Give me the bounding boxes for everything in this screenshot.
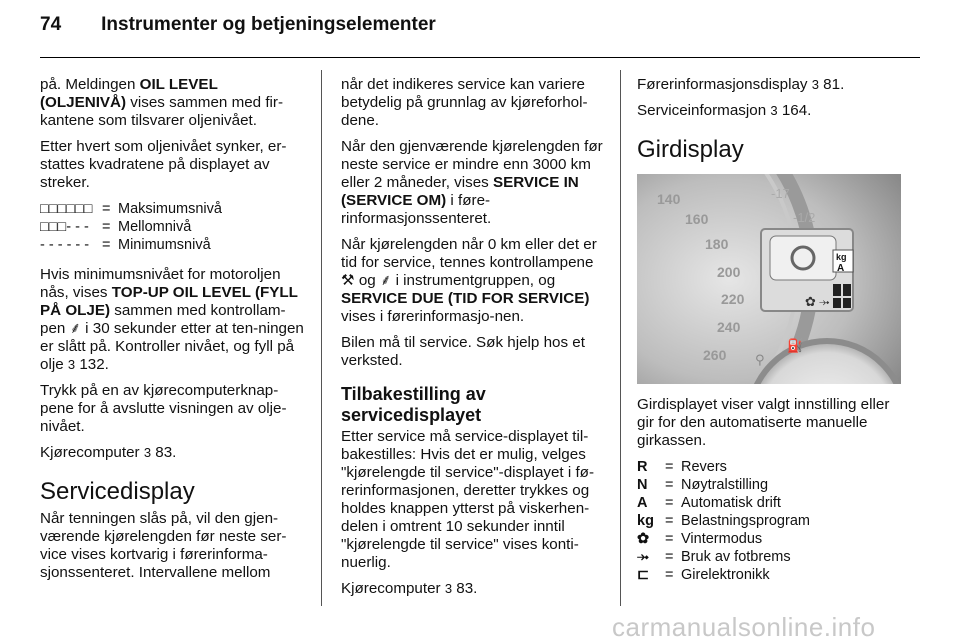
level-symbol: □□□- - - xyxy=(40,219,89,235)
winter-mode-icon: ✿ xyxy=(805,295,816,310)
table-row: A = Automatisk drift xyxy=(637,495,781,511)
svg-text:A: A xyxy=(837,263,845,274)
tick-label: 240 xyxy=(717,319,741,335)
section-heading-gear: Girdisplay xyxy=(637,136,744,163)
oil-can-icon: ⸙ xyxy=(69,320,81,337)
tick-label: -1/2 xyxy=(793,210,816,225)
workshop-paragraph: Bilen må til service. Søk hjelp hos et verksted. xyxy=(341,334,585,369)
tick-label: 200 xyxy=(717,264,741,280)
column-2 xyxy=(341,76,607,606)
gear-key: N xyxy=(637,477,648,493)
gear-key: kg xyxy=(637,513,654,529)
section-heading-service: Servicedisplay xyxy=(40,478,195,505)
table-row: ⤞ = Bruk av fotbrems xyxy=(637,549,791,565)
watermark: carmanualsonline.info xyxy=(612,612,876,642)
level-symbol: □□□□□□ xyxy=(40,201,93,217)
column-3 xyxy=(637,76,907,596)
foot-brake-icon: ⤞ xyxy=(819,295,830,310)
gear-table xyxy=(637,458,810,584)
xref-arrow-icon: 3 xyxy=(67,357,76,372)
tick-label: 180 xyxy=(705,236,729,252)
tick-label: -17 xyxy=(771,186,790,201)
gear-display-paragraph: Girdisplayet viser valgt innstilling eller gir for den automatiserte manuelle girkassen. xyxy=(637,396,890,449)
xref-arrow-icon: 3 xyxy=(770,103,778,118)
service-in-paragraph: Når den gjenværende kjørelengden før neste service er mindre enn 3000 km eller 2 måneder, vises SERVICE IN (SERVICE OM) i føre-rinformasjonssenteret. xyxy=(341,138,603,227)
tick-label: 140 xyxy=(657,191,681,207)
foot-brake-icon: ⤞ xyxy=(637,549,649,565)
service-intro-paragraph: Når tenningen slås på, vil den gjen-værende kjørelengden før neste ser-vice vises kortvarig i førerinforma-sjonssenteret. Intervallene mellom xyxy=(40,510,287,581)
oil-level-term: OIL LEVEL (OLJENIVÅ) xyxy=(40,76,218,111)
table-row: - - - - - - = Minimumsnivå xyxy=(40,237,211,253)
oil-can-icon: ⸙ xyxy=(379,272,392,289)
column-divider-2 xyxy=(620,70,621,606)
table-row: kg = Belastningsprogram xyxy=(637,513,810,529)
exit-oil-paragraph: Trykk på en av kjørecomputerknap-pene for å avslutte visningen av olje-nivået. xyxy=(40,382,287,435)
fuel-icon: ⛽ xyxy=(787,339,804,354)
service-interval-paragraph: når det indikeres service kan variere betydelig på grunnlag av kjøreforhol-dene. xyxy=(341,76,588,129)
trip-computer-ref[interactable]: Kjørecomputer 3 83. xyxy=(341,580,478,597)
table-row: ✿ = Vintermodus xyxy=(637,531,763,547)
table-row: ⊏ = Girelektronikk xyxy=(637,567,770,583)
tick-label: 160 xyxy=(685,211,709,227)
svg-text:kg: kg xyxy=(836,252,847,262)
table-row: □□□□□□ = Maksimumsnivå xyxy=(40,201,222,217)
reset-paragraph: Etter service må service-displayet til-bakestilles: Hvis det er mulig, velges "kjørelengde til service"-displayet i fø-rerinformasjonen, deretter trykkes og holdes knappen ytterst på viskerhen-delen i omtrent 10 sekunder inntil "kjørelengde til service" vises konti-nuerlig. xyxy=(341,428,595,571)
table-row: R = Revers xyxy=(637,459,727,475)
trip-computer-ref[interactable]: Kjørecomputer 3 83. xyxy=(40,444,177,461)
xref-arrow-icon: 3 xyxy=(811,77,819,92)
xref-arrow-icon: 3 xyxy=(444,581,453,596)
section-heading-reset: Tilbakestilling av servicedisplayet xyxy=(341,384,486,425)
column-1 xyxy=(40,76,305,590)
gear-key: R xyxy=(637,459,648,475)
gear-display-photo xyxy=(637,174,901,384)
gear-electronics-icon: ⊏ xyxy=(637,567,650,583)
oil-level-paragraph: på. Meldingen OIL LEVEL (OLJENIVÅ) vises sammen med fir-kantene som tilsvarer oljenivået. xyxy=(40,76,284,129)
tick-label: 220 xyxy=(721,291,745,307)
service-due-paragraph: Når kjørelengden når 0 km eller det er tid for service, tennes kontrollampene ⚒ og ⸙ i instrumentgruppen, og SERVICE DUE (TID FOR SERVICE) vises i førerinformasjo-nen. xyxy=(341,236,597,325)
page-number: 74 xyxy=(40,14,62,35)
driver-info-ref[interactable]: Førerinformasjonsdisplay 3 81. xyxy=(637,76,845,93)
xref-arrow-icon: 3 xyxy=(143,445,152,460)
gear-key: A xyxy=(637,495,648,511)
wrench-icon: ⚒ xyxy=(341,272,355,289)
page-header xyxy=(40,14,436,36)
coolant-icon: ⚲ xyxy=(755,353,765,368)
tick-label: 260 xyxy=(703,347,727,363)
chapter-title: Instrumenter og betjeningselementer xyxy=(101,14,436,35)
table-row: □□□- - - = Mellomnivå xyxy=(40,219,192,235)
table-row: N = Nøytralstilling xyxy=(637,477,769,493)
oil-decrease-paragraph: Etter hvert som oljenivået synker, er-stattes kvadratene på displayet av streker. xyxy=(40,138,287,191)
min-level-paragraph: Hvis minimumsnivået for motoroljen nås, vises TOP-UP OIL LEVEL (FYLL PÅ OLJE) sammen med kontrollam-pen ⸙ i 30 sekunder etter at ten-ningen er slått på. Kontroller nivået, og fyll på olje 3 132. xyxy=(40,266,304,373)
header-rule xyxy=(40,57,920,58)
level-symbol: - - - - - - xyxy=(40,237,90,253)
oil-level-table xyxy=(40,200,222,254)
column-divider-1 xyxy=(321,70,322,606)
winter-mode-icon: ✿ xyxy=(637,531,650,547)
service-info-ref[interactable]: Serviceinformasjon 3 164. xyxy=(637,102,812,119)
